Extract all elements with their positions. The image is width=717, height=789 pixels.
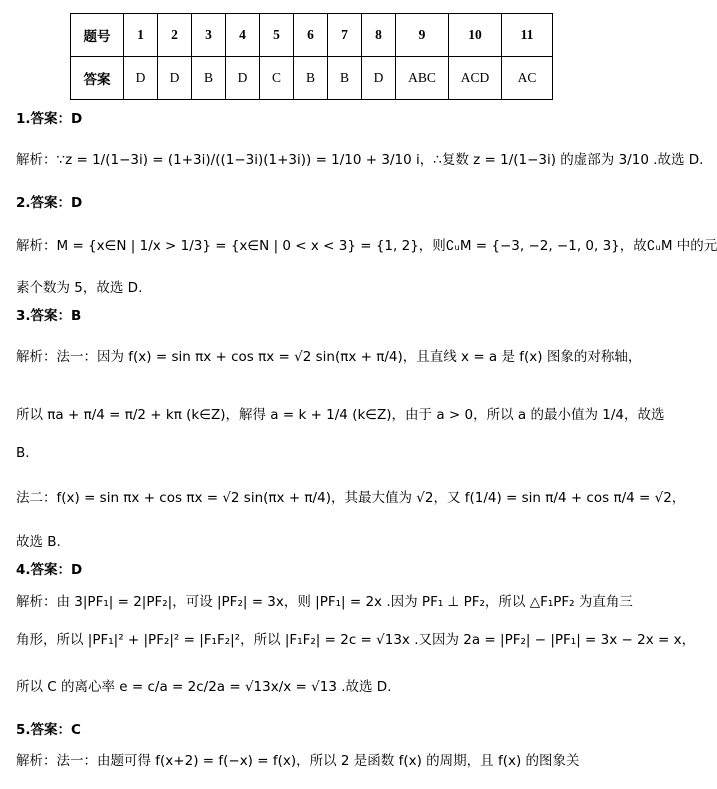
- table-cell: 4: [226, 14, 260, 57]
- table-cell: 1: [124, 14, 158, 57]
- q5-answer-heading: 5.答案：C: [16, 722, 81, 738]
- table-cell: C: [260, 57, 294, 100]
- table-cell: 2: [158, 14, 192, 57]
- table-cell: ACD: [449, 57, 502, 100]
- table-cell: 6: [294, 14, 328, 57]
- q3-explanation-line4: 法二：f(x) = sin πx + cos πx = √2 sin(πx + π/4)，其最大值为 √2，又 f(1/4) = sin π/4 + cos π/4 = √2，: [16, 490, 686, 506]
- table-cell: D: [362, 57, 396, 100]
- q3-answer-heading: 3.答案：B: [16, 308, 82, 324]
- q2-explanation-line1: 解析：M = {x∈N | 1/x > 1/3} = {x∈N | 0 < x < 3} = {1, 2}，则∁ᵤM = {−3, −2, −1, 0, 3}，故∁ᵤM 中的元: [16, 238, 717, 254]
- q3-explanation-line5: 故选 B.: [16, 534, 61, 550]
- answer-table-header-row: [71, 14, 553, 57]
- table-cell: 8: [362, 14, 396, 57]
- q1-answer-heading: 1.答案：D: [16, 111, 83, 127]
- table-cell: D: [226, 57, 260, 100]
- answer-table: [70, 13, 553, 100]
- table-cell: 10: [449, 14, 502, 57]
- table-cell: 11: [502, 14, 553, 57]
- table-cell: AC: [502, 57, 553, 100]
- q3-explanation-line1: 解析：法一：因为 f(x) = sin πx + cos πx = √2 sin(πx + π/4)，且直线 x = a 是 f(x) 图象的对称轴，: [16, 349, 642, 365]
- q4-explanation-line2: 角形，所以 |PF₁|² + |PF₂|² = |F₁F₂|²，所以 |F₁F₂| = 2c = √13x .又因为 2a = |PF₂| − |PF₁| = 3x − 2x = x，: [16, 632, 696, 648]
- q4-explanation-line3: 所以 C 的离心率 e = c/a = 2c/2a = √13x/x = √13 .故选 D.: [16, 679, 392, 695]
- table-cell: D: [158, 57, 192, 100]
- table-cell: ABC: [396, 57, 449, 100]
- answer-table-answer-row: [71, 57, 553, 100]
- q2-explanation-line2: 素个数为 5，故选 D.: [16, 280, 143, 296]
- table-cell: 7: [328, 14, 362, 57]
- q4-explanation-line1: 解析：由 3|PF₁| = 2|PF₂|，可设 |PF₂| = 3x，则 |PF₁| = 2x .因为 PF₁ ⊥ PF₂，所以 △F₁PF₂ 为直角三: [16, 594, 633, 610]
- table-cell: 3: [192, 14, 226, 57]
- table-cell: B: [294, 57, 328, 100]
- table-cell: 题号: [71, 14, 124, 57]
- table-cell: 答案: [71, 57, 124, 100]
- q4-answer-heading: 4.答案：D: [16, 562, 83, 578]
- table-cell: B: [192, 57, 226, 100]
- q3-explanation-line2: 所以 πa + π/4 = π/2 + kπ (k∈Z)，解得 a = k + 1/4 (k∈Z)，由于 a > 0，所以 a 的最小值为 1/4，故选: [16, 407, 665, 423]
- q1-explanation: 解析：∵z = 1/(1−3i) = (1+3i)/((1−3i)(1+3i)) = 1/10 + 3/10 i，∴复数 z = 1/(1−3i) 的虚部为 3/10 .故选 D.: [16, 152, 704, 168]
- q3-explanation-line3: B.: [16, 445, 30, 461]
- table-cell: D: [124, 57, 158, 100]
- q5-explanation-line1: 解析：法一：由题可得 f(x+2) = f(−x) = f(x)，所以 2 是函数 f(x) 的周期，且 f(x) 的图象关: [16, 753, 580, 769]
- table-cell: 5: [260, 14, 294, 57]
- table-cell: 9: [396, 14, 449, 57]
- table-cell: B: [328, 57, 362, 100]
- q2-answer-heading: 2.答案：D: [16, 195, 83, 211]
